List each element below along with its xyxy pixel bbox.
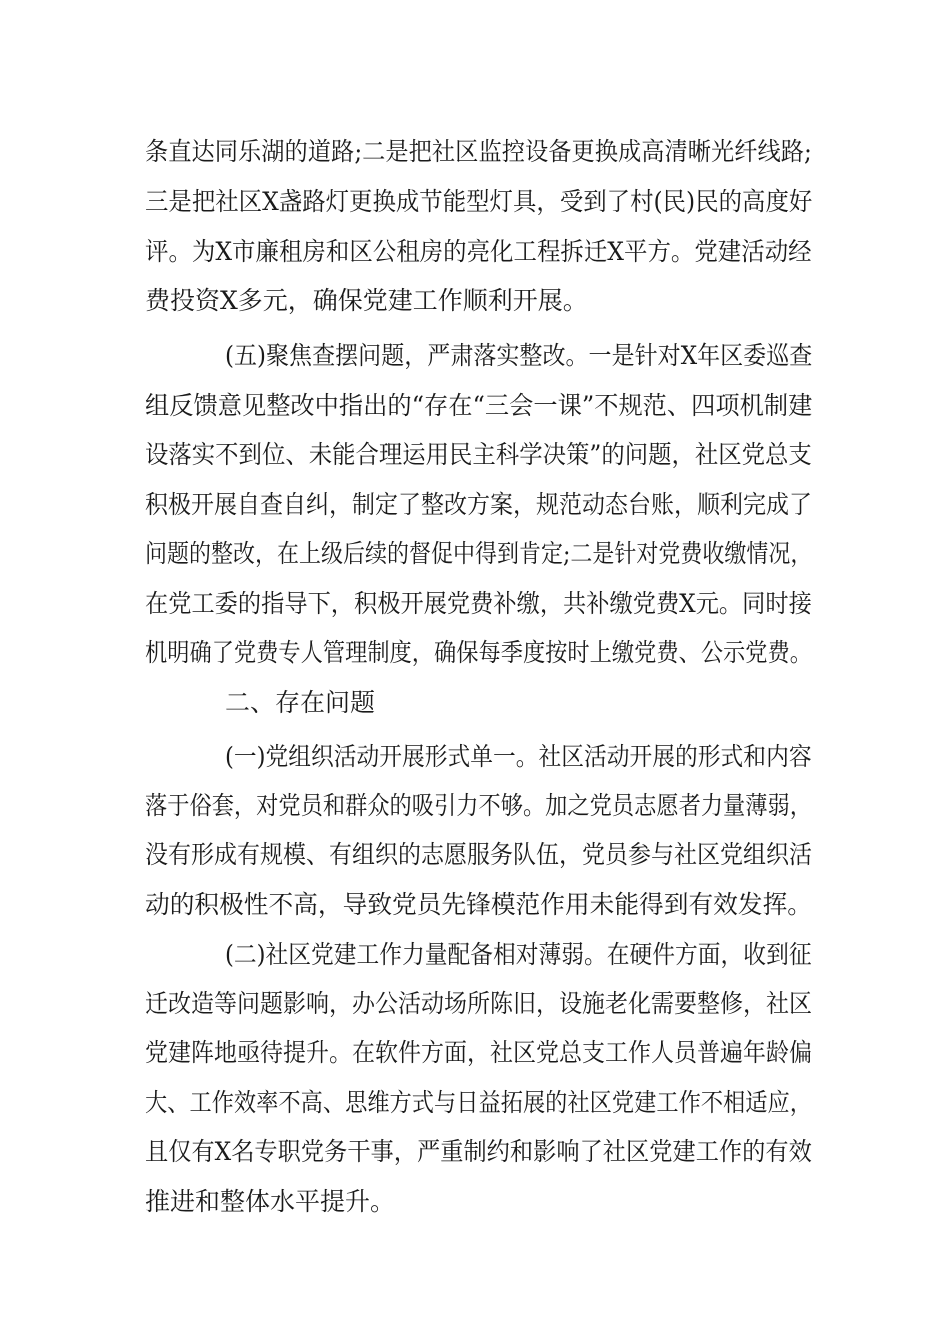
section-heading: 二、存在问题 [225, 688, 376, 717]
text-line: 组反馈意见整改中指出的“存在“三会一课”不规范、四项机制建 [145, 391, 813, 420]
text-line: 落于俗套，对党员和群众的吸引力不够。加之党员志愿者力量薄弱， [145, 791, 812, 820]
text-line: 评。为X市廉租房和区公租房的亮化工程拆迁X平方。党建活动经 [145, 237, 812, 266]
text-line: 没有形成有规模、有组织的志愿服务队伍，党员参与社区党组织活 [145, 840, 813, 869]
paragraph-heading-line: (一)党组织活动开展形式单一。社区活动开展的形式和内容 [225, 742, 812, 771]
text-line: 条直达同乐湖的道路;二是把社区监控设备更换成高清晰光纤线路; [145, 137, 812, 166]
text-line: 积极开展自查自纠，制定了整改方案，规范动态台账，顺利完成了 [145, 490, 813, 519]
text-line: 设落实不到位、未能合理运用民主科学决策”的问题，社区党总支 [145, 440, 812, 469]
text-line: 动的积极性不高，导致党员先锋模范作用未能得到有效发挥。 [145, 890, 812, 919]
text-line: 问题的整改，在上级后续的督促中得到肯定;二是针对党费收缴情况， [145, 539, 813, 568]
text-line: 机明确了党费专人管理制度，确保每季度按时上缴党费、公示党费。 [145, 638, 812, 667]
text-line: 推进和整体水平提升。 [145, 1187, 396, 1216]
text-line: 迁改造等问题影响，办公活动场所陈旧，设施老化需要整修，社区 [145, 989, 813, 1018]
paragraph-heading-line: (五)聚焦查摆问题，严肃落实整改。一是针对X年区委巡查 [225, 341, 813, 370]
text-line: 三是把社区X盏路灯更换成节能型灯具，受到了村(民)民的高度好 [145, 187, 813, 216]
text-line: 费投资X多元，确保党建工作顺利开展。 [145, 286, 588, 315]
text-line: 党建阵地亟待提升。在软件方面，社区党总支工作人员普遍年龄偏 [145, 1038, 813, 1067]
text-line: 且仅有X名专职党务干事，严重制约和影响了社区党建工作的有效 [145, 1137, 812, 1166]
text-line: 大、工作效率不高、思维方式与日益拓展的社区党建工作不相适应， [145, 1088, 812, 1117]
paragraph-heading-line: (二)社区党建工作力量配备相对薄弱。在硬件方面，收到征 [225, 940, 812, 969]
text-line: 在党工委的指导下，积极开展党费补缴，共补缴党费X元。同时接 [145, 589, 812, 618]
